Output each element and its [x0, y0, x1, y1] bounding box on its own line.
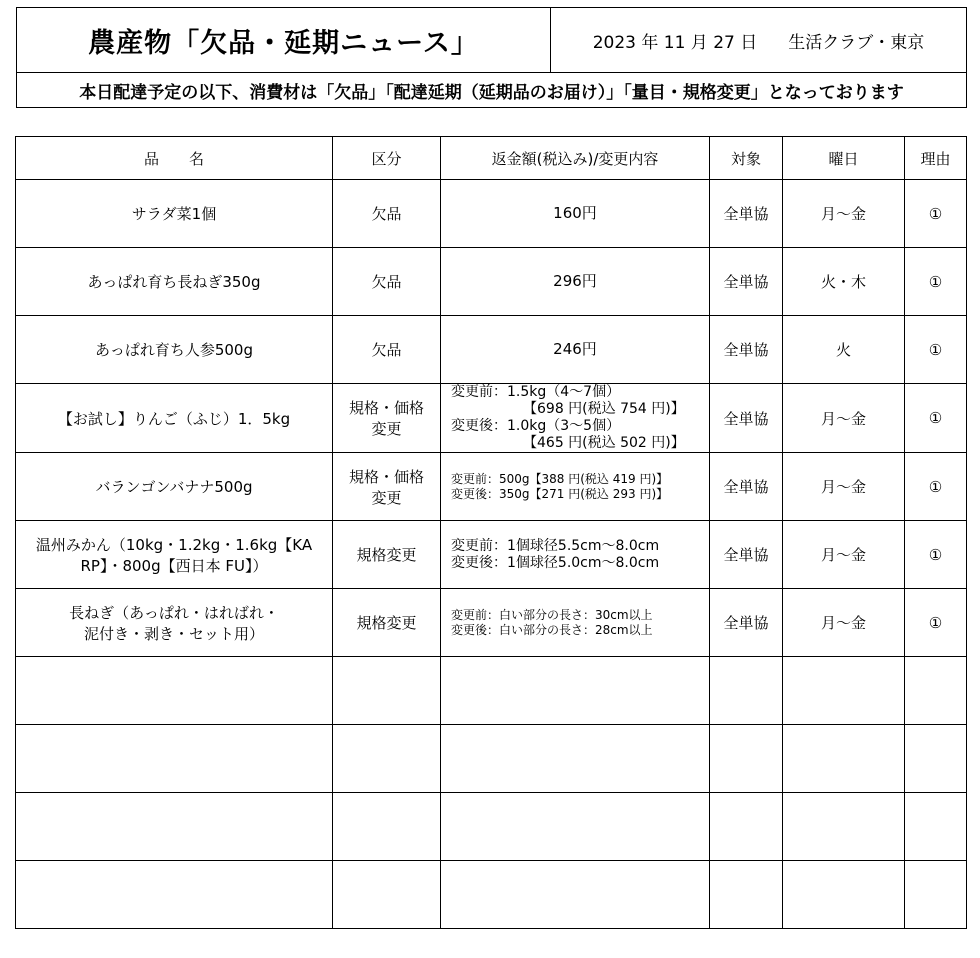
table-row — [16, 248, 967, 316]
item-detail: 変更前：白い部分の長さ：30cm以上 変更後：白い部分の長さ：28cm以上 — [441, 589, 710, 657]
column-header-reason: 理由 — [905, 137, 967, 180]
item-table — [15, 136, 967, 929]
item-days: 月～金 — [783, 180, 905, 248]
item-category: 規格変更 — [333, 589, 441, 657]
empty-cell — [333, 657, 441, 725]
empty-cell — [16, 793, 333, 861]
item-name: あっぱれ育ち人参500g — [16, 316, 333, 384]
empty-cell — [710, 793, 783, 861]
item-reason: ① — [905, 384, 967, 453]
item-category: 規格変更 — [333, 521, 441, 589]
empty-table-row — [16, 793, 967, 861]
item-detail: 変更前：1.5kg（4～7個） 【698 円(税込 754 円)】 変更後：1.0kg（3～5個） 【465 円(税込 502 円)】 — [441, 384, 710, 453]
item-days: 月～金 — [783, 521, 905, 589]
table-row — [16, 316, 967, 384]
item-name: 長ねぎ（あっぱれ・はればれ・ 泥付き・剥き・セット用） — [16, 589, 333, 657]
item-detail: 296円 — [441, 248, 710, 316]
organization-name: 生活クラブ・東京 — [788, 32, 925, 53]
column-header-name: 品 名 — [16, 137, 333, 180]
table-row — [16, 453, 967, 521]
item-detail: 変更前：500g【388 円(税込 419 円)】 変更後：350g【271 円(税込 293 円)】 — [441, 453, 710, 521]
column-header-days: 曜日 — [783, 137, 905, 180]
column-header-detail: 返金額(税込み)/変更内容 — [441, 137, 710, 180]
empty-cell — [783, 861, 905, 929]
item-target: 全単協 — [710, 248, 783, 316]
item-target: 全単協 — [710, 589, 783, 657]
column-header-category: 区分 — [333, 137, 441, 180]
item-category: 規格・価格 変更 — [333, 384, 441, 453]
item-reason: ① — [905, 316, 967, 384]
table-row — [16, 589, 967, 657]
item-name: 温州みかん（10kg・1.2kg・1.6kg【KA RP】・800g【西日本 FU】） — [16, 521, 333, 589]
item-reason: ① — [905, 180, 967, 248]
item-target: 全単協 — [710, 384, 783, 453]
notice-text: 本日配達予定の以下、消費材は「欠品」「配達延期（延期品のお届け）」「量目・規格変更」となっております — [17, 73, 967, 108]
item-target: 全単協 — [710, 453, 783, 521]
item-name: 【お試し】りんご（ふじ）1．5kg — [16, 384, 333, 453]
empty-cell — [783, 725, 905, 793]
empty-table-row — [16, 657, 967, 725]
empty-cell — [905, 657, 967, 725]
item-days: 火 — [783, 316, 905, 384]
empty-cell — [905, 793, 967, 861]
empty-cell — [905, 725, 967, 793]
item-category: 欠品 — [333, 180, 441, 248]
item-reason: ① — [905, 248, 967, 316]
item-reason: ① — [905, 589, 967, 657]
empty-table-row — [16, 725, 967, 793]
item-days: 月～金 — [783, 453, 905, 521]
item-detail: 変更前：1個球径5.5cm～8.0cm 変更後：1個球径5.0cm～8.0cm — [441, 521, 710, 589]
item-days: 月～金 — [783, 384, 905, 453]
empty-cell — [333, 861, 441, 929]
item-reason: ① — [905, 521, 967, 589]
empty-cell — [333, 725, 441, 793]
empty-cell — [783, 657, 905, 725]
empty-cell — [441, 657, 710, 725]
item-target: 全単協 — [710, 316, 783, 384]
item-name: バランゴンバナナ500g — [16, 453, 333, 521]
table-row — [16, 521, 967, 589]
item-reason: ① — [905, 453, 967, 521]
empty-cell — [710, 657, 783, 725]
item-category: 欠品 — [333, 248, 441, 316]
item-target: 全単協 — [710, 180, 783, 248]
empty-cell — [905, 861, 967, 929]
column-header-target: 対象 — [710, 137, 783, 180]
table-row — [16, 384, 967, 453]
item-name: あっぱれ育ち長ねぎ350g — [16, 248, 333, 316]
empty-cell — [783, 793, 905, 861]
item-target: 全単協 — [710, 521, 783, 589]
item-category: 規格・価格 変更 — [333, 453, 441, 521]
empty-cell — [441, 861, 710, 929]
issue-date: 2023 年 11 月 27 日 — [592, 32, 758, 53]
date-org-cell — [551, 8, 967, 73]
empty-table-row — [16, 861, 967, 929]
empty-cell — [710, 725, 783, 793]
empty-cell — [16, 657, 333, 725]
empty-cell — [16, 725, 333, 793]
table-row — [16, 180, 967, 248]
empty-cell — [441, 725, 710, 793]
item-days: 月～金 — [783, 589, 905, 657]
table-header-row — [16, 137, 967, 180]
empty-cell — [441, 793, 710, 861]
item-detail: 160円 — [441, 180, 710, 248]
item-days: 火・木 — [783, 248, 905, 316]
item-name: サラダ菜1個 — [16, 180, 333, 248]
empty-cell — [16, 861, 333, 929]
item-detail: 246円 — [441, 316, 710, 384]
item-category: 欠品 — [333, 316, 441, 384]
empty-cell — [333, 793, 441, 861]
empty-cell — [710, 861, 783, 929]
page-title: 農産物「欠品・延期ニュース」 — [17, 8, 551, 73]
header-table — [16, 7, 967, 108]
